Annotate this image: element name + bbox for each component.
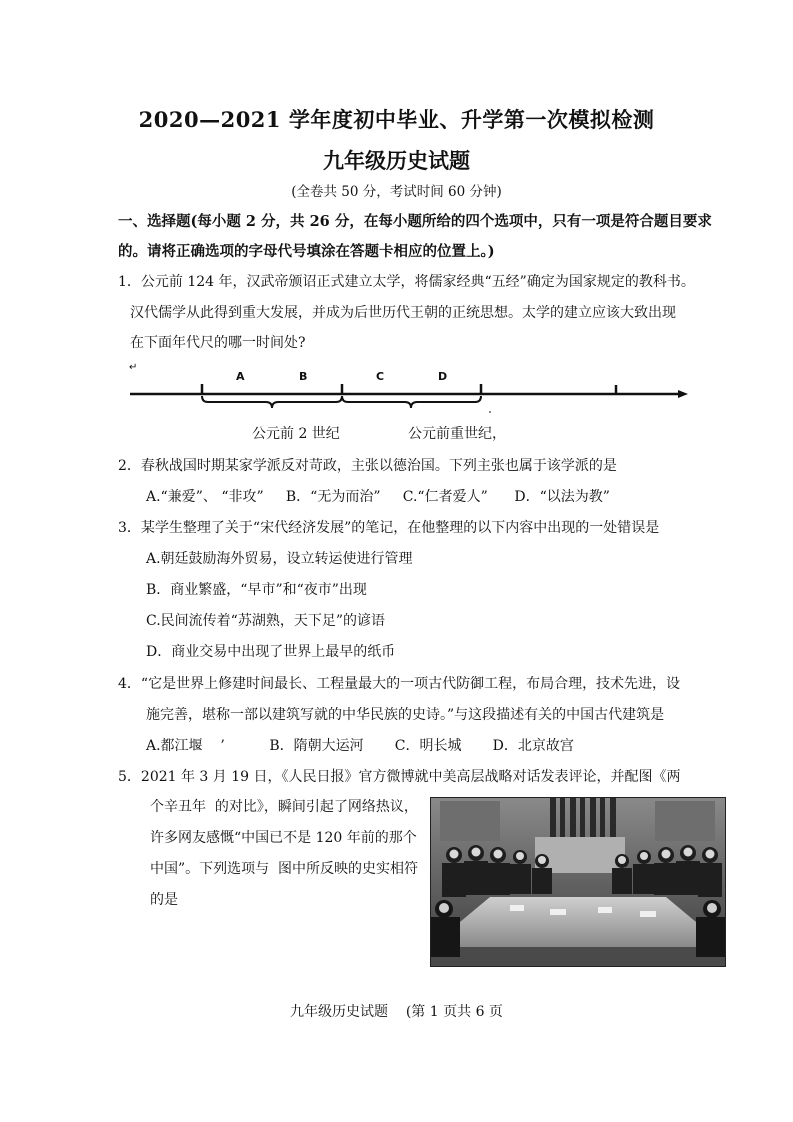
q3-option-d: D．商业交易中出现了世界上最早的纸币 [146, 644, 396, 660]
q2-stem: 2．春秋战国时期某家学派反对苛政，主张以德治国。下列主张也属于该学派的是 [118, 458, 617, 474]
svg-text:↵: ↵ [129, 362, 138, 373]
q2-options: A.“兼爱”、 “非攻” B．“无为而治” C.“仁者爱人” D．“以法为教” [146, 489, 610, 505]
page-footer: 九年级历史试题 (第 1 页共 6 页 [290, 1004, 503, 1020]
q3-option-c: C.民间流传着“苏湖熟，天下足”的谚语 [146, 613, 385, 629]
section-1-heading-line1: 一、选择题(每小题 2 分，共 26 分，在每小题所给的四个选项中，只有一项是符合题目要求 [118, 213, 712, 230]
timeline-label-left: 公元前 2 世纪 [252, 426, 340, 442]
q1-line2: 汉代儒学从此得到重大发展，并成为后世历代王朝的正统思想。太学的建立应该大致出现 [130, 305, 676, 321]
mark-a: A [236, 370, 245, 383]
q5-line4: 中国”。下列选项与 图中所反映的史实相符 [150, 861, 419, 877]
mark-d: D [438, 370, 448, 383]
q5-line2: 个辛丑年 的对比》，瞬间引起了网络热议， [150, 799, 418, 815]
timeline-label-right: 公元前重世纪， [408, 426, 506, 442]
q4-options: A.都江堰 ’ B．隋朝大运河 C．明长城 D．北京故宫 [146, 738, 574, 754]
q1-line3: 在下面年代尺的哪一时间处? [130, 335, 306, 351]
q3-option-a: A.朝廷鼓励海外贸易，设立转运使进行管理 [146, 551, 413, 567]
q1-line1: 1．公元前 124 年，汉武帝颁诏正式建立太学，将儒家经典“五经”确定为国家规定的教科书。 [118, 274, 695, 290]
historical-photo [430, 797, 726, 967]
q4-line1: 4．“它是世界上修建时间最长、工程量最大的一项古代防御工程，布局合理，技术先进，设 [118, 676, 681, 692]
q3-option-b: B．商业繁盛，“早市”和“夜市”出现 [146, 582, 367, 598]
exam-subtitle: 九年级历史试题 [323, 148, 470, 173]
q3-stem: 3．某学生整理了关于“宋代经济发展”的笔记，在他整理的以下内容中出现的一处错误是 [118, 520, 660, 536]
mark-c: C [376, 370, 385, 383]
q5-line3: 许多网友感慨“中国已不是 120 年前的那个 [150, 830, 417, 846]
exam-note: (全卷共 50 分，考试时间 60 分钟) [291, 184, 502, 200]
q5-line1: 5．2021 年 3 月 19 日，《人民日报》官方微博就中美高层战略对话发表评论，并配图《两 [118, 769, 681, 785]
mark-b: B [299, 370, 308, 383]
section-1-heading-line2: 的。请将正确选项的字母代号填涂在答题卡相应的位置上。) [118, 243, 495, 260]
exam-title: 2020—2021 学年度初中毕业、升学第一次模拟检测 [138, 107, 655, 132]
q5-line5: 的是 [150, 892, 178, 908]
timeline-ruler [126, 360, 691, 424]
q4-line2: 施完善，堪称一部以建筑写就的中华民族的史诗。”与这段描述有关的中国古代建筑是 [146, 707, 665, 723]
